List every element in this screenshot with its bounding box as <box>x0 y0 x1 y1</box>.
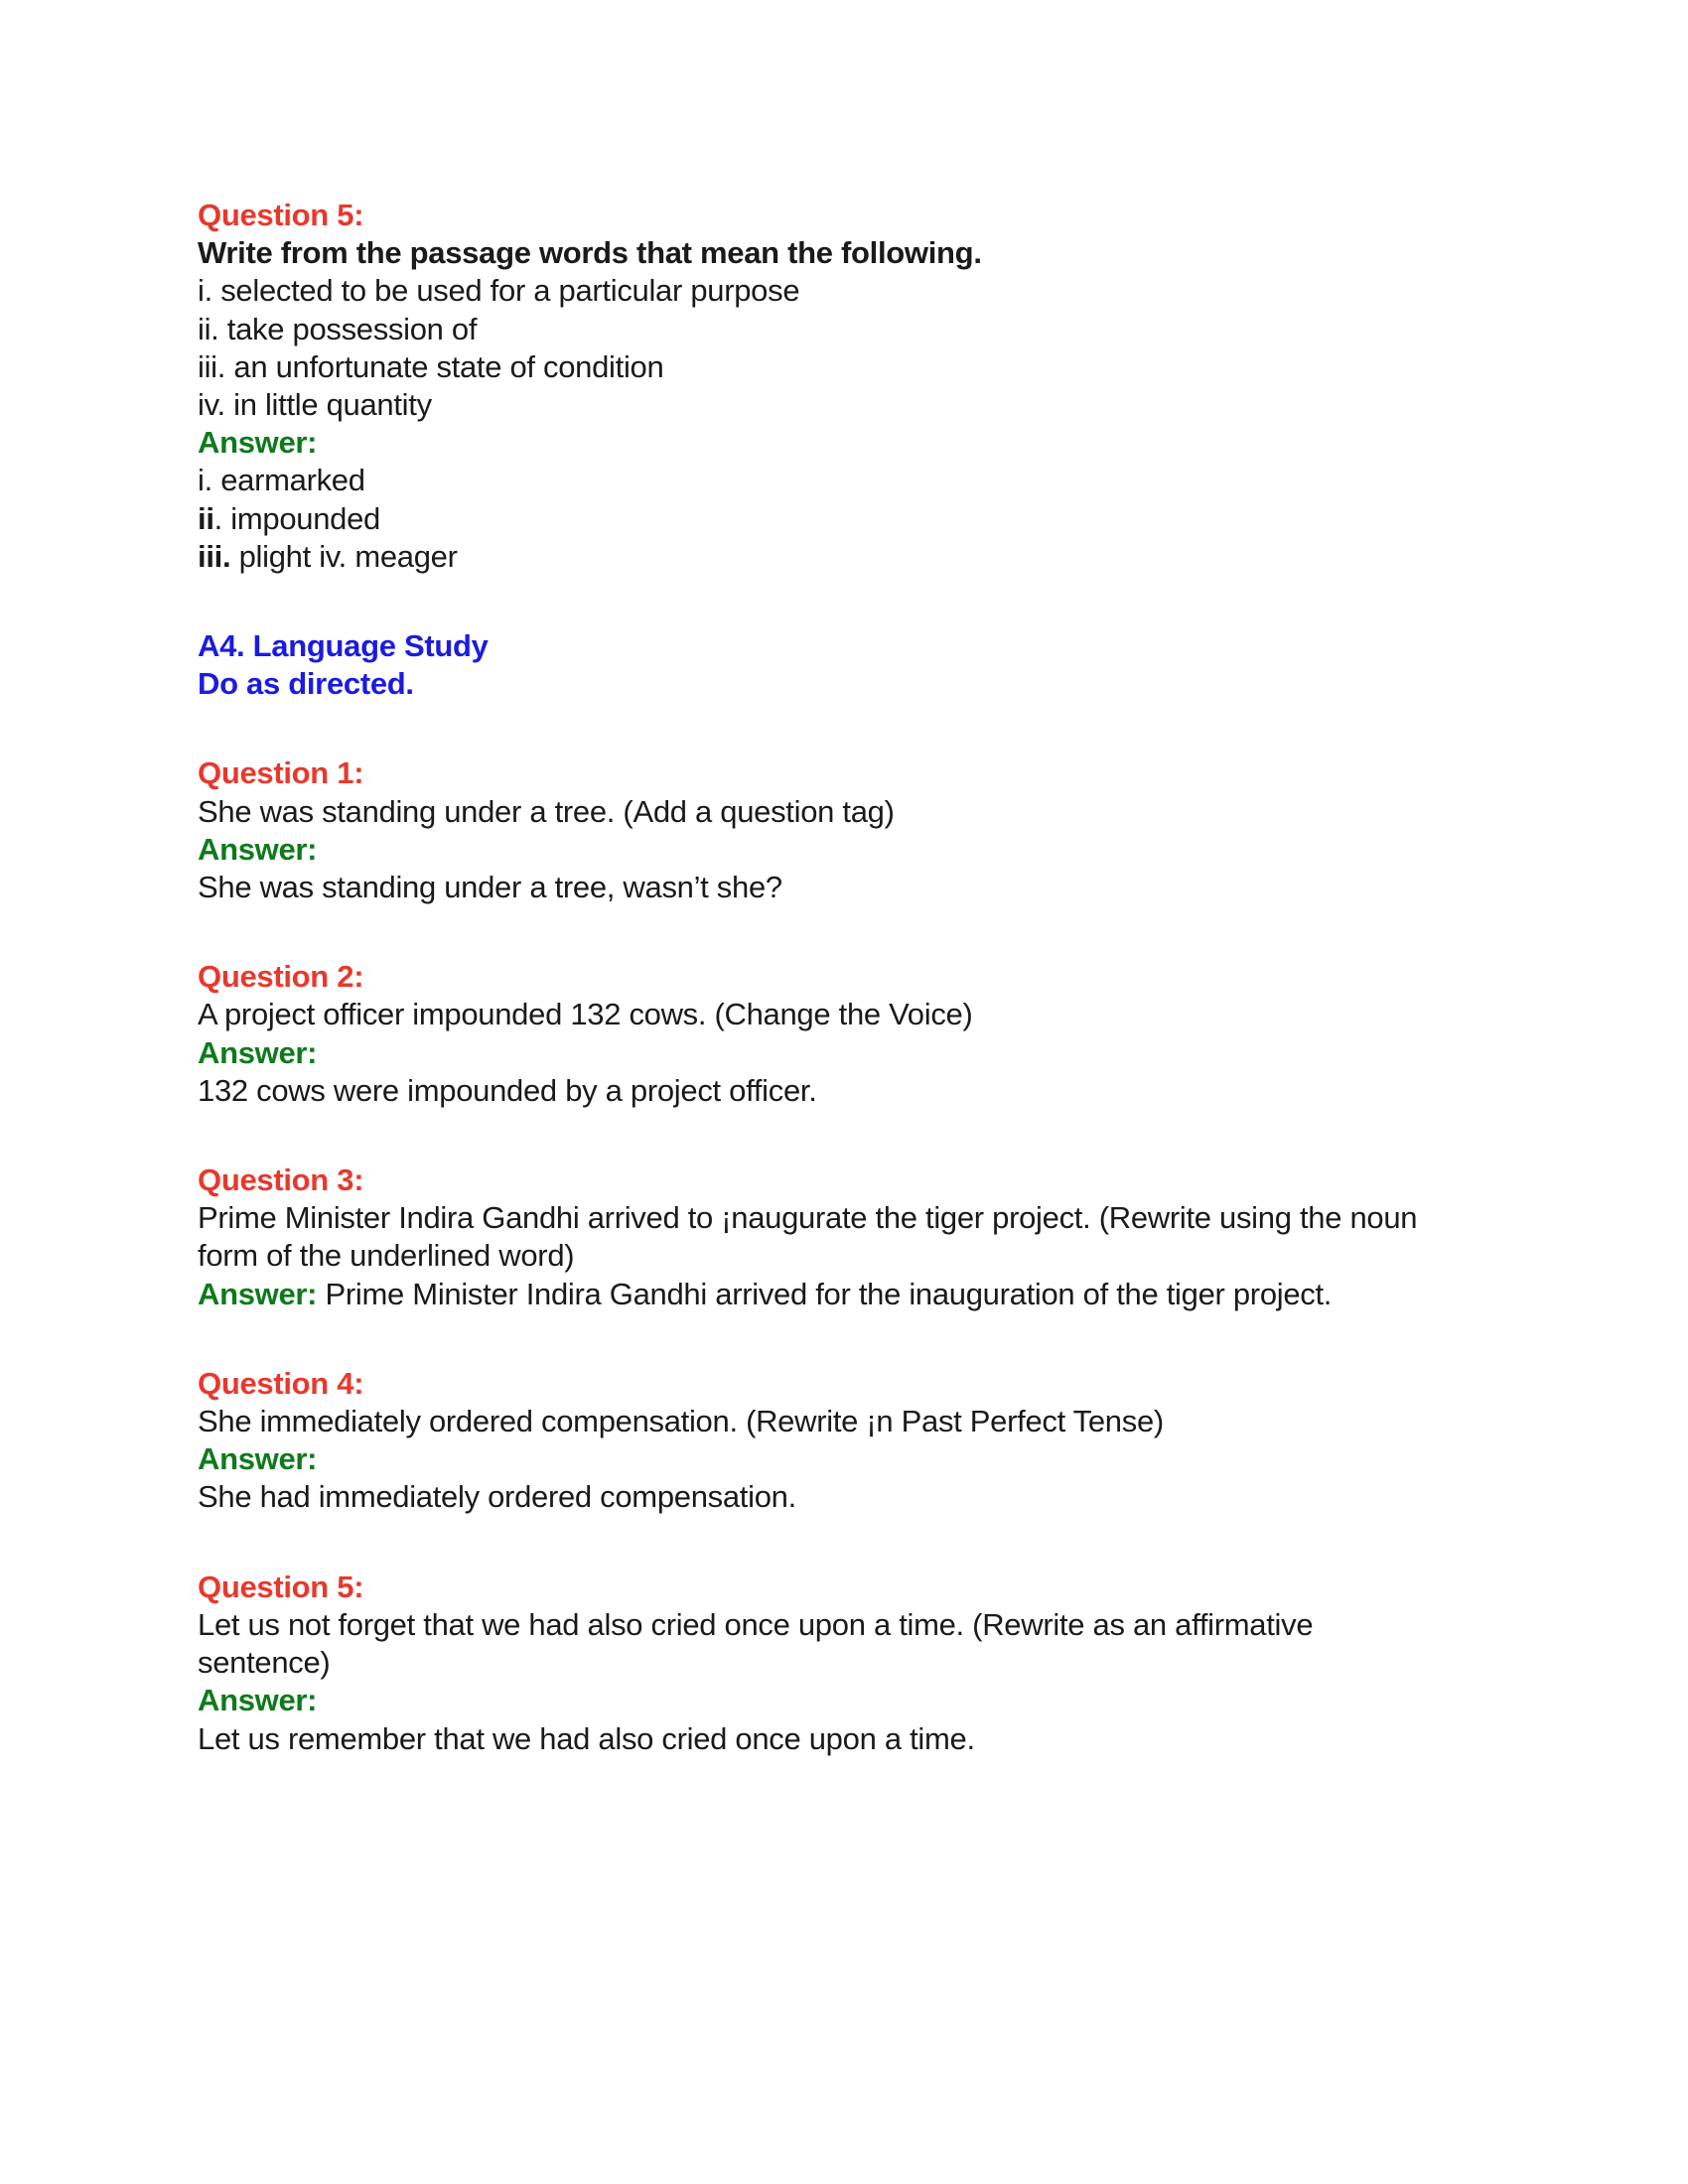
question-item: iii. an unfortunate state of condition <box>198 348 664 384</box>
answer-text: She was standing under a tree, wasn’t she? <box>198 870 782 905</box>
question-block <box>198 1365 1488 1517</box>
question-5-vocabulary <box>198 197 1488 576</box>
answer-text: She had immediately ordered compensation. <box>198 1479 796 1515</box>
question-text: Let us not forget that we had also cried once upon a time. (Rewrite as an affirmative sentence) <box>198 1606 1314 1681</box>
answer-text: plight iv. meager <box>230 538 458 574</box>
answer-text: Prime Minister Indira Gandhi arrived for the inauguration of the tiger project. <box>317 1276 1333 1311</box>
answer-item <box>198 462 1488 499</box>
answer-label: Answer: <box>198 1441 318 1477</box>
question-title: Question 5: <box>198 1569 364 1604</box>
question-text: Prime Minister Indira Gandhi arrived to ¡naugurate the tiger project. (Rewrite using the noun form of the underlined word) <box>198 1200 1418 1274</box>
question-item: i. selected to be used for a particular purpose <box>198 273 800 309</box>
answer-item <box>198 500 1488 538</box>
question-item: iv. in little quantity <box>198 387 432 423</box>
question-text: She was standing under a tree. (Add a question tag) <box>198 793 895 829</box>
section-subtitle: Do as directed. <box>198 666 414 702</box>
answer-label: Answer: <box>198 1683 318 1718</box>
answer-num: ii <box>198 500 214 536</box>
document-page <box>198 197 1488 1810</box>
question-instruction: Write from the passage words that mean the following. <box>198 235 982 271</box>
answer-text: 132 cows were impounded by a project officer. <box>198 1072 817 1108</box>
question-title: Question 4: <box>198 1365 364 1401</box>
question-item: ii. take possession of <box>198 311 478 346</box>
answer-text: . impounded <box>213 500 380 536</box>
question-title: Question 1: <box>198 755 364 791</box>
question-title: Question 2: <box>198 959 364 995</box>
question-title: Question 3: <box>198 1162 364 1198</box>
section-header <box>198 627 1488 703</box>
question-block <box>198 1569 1488 1758</box>
question-text: A project officer impounded 132 cows. (Change the Voice) <box>198 997 973 1032</box>
question-block <box>198 754 1488 906</box>
answer-item <box>198 538 1488 576</box>
answer-text: earmarked <box>211 463 365 498</box>
answer-num: iii. <box>198 538 231 574</box>
answer-line <box>198 1276 1488 1313</box>
answer-label: Answer: <box>198 1034 318 1070</box>
answer-label: Answer: <box>198 425 318 461</box>
answer-text: Let us remember that we had also cried once upon a time. <box>198 1720 975 1756</box>
answer-num: i. <box>198 463 212 498</box>
answer-label: Answer: <box>198 831 318 867</box>
section-title: A4. Language Study <box>198 628 489 664</box>
question-text: She immediately ordered compensation. (Rewrite ¡n Past Perfect Tense) <box>198 1404 1164 1439</box>
question-block <box>198 1161 1488 1313</box>
question-block <box>198 958 1488 1110</box>
answer-label: Answer: <box>198 1276 318 1311</box>
question-title: Question 5: <box>198 198 364 232</box>
